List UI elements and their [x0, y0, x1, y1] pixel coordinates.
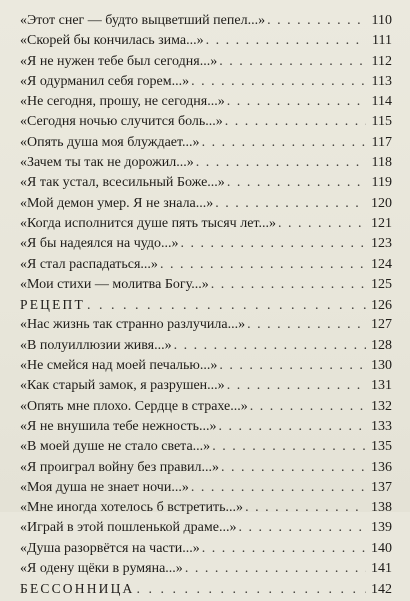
page-number: 121 — [371, 215, 392, 231]
dot-leader — [219, 52, 366, 72]
dot-leader — [219, 356, 366, 376]
page-number: 111 — [372, 33, 392, 49]
toc-entry — [20, 31, 392, 51]
poem-title: «Я не нужен тебе был сегодня...» — [20, 53, 218, 69]
poem-title: «Опять мне плохо. Сердце в страхе...» — [20, 398, 248, 414]
toc-entry — [20, 437, 392, 457]
page-number: 125 — [371, 276, 392, 292]
toc-entry — [20, 478, 392, 498]
page-number: 120 — [371, 195, 392, 211]
dot-leader — [227, 376, 366, 396]
page-number: 133 — [371, 418, 392, 434]
page-number: 128 — [371, 337, 392, 353]
poem-title: «Я стал распадаться...» — [20, 256, 158, 272]
section-title: БЕССОННИЦА — [20, 581, 135, 597]
page-number: 115 — [371, 114, 392, 130]
toc-entry — [20, 255, 392, 275]
dot-leader — [174, 336, 366, 356]
dot-leader — [219, 417, 366, 437]
page-number: 136 — [371, 459, 392, 475]
page-number: 114 — [371, 94, 392, 110]
poem-title: «Когда исполнится душе пять тысяч лет...» — [20, 215, 276, 231]
dot-leader — [211, 275, 366, 295]
poem-title: «Этот снег — будто выцветший пепел...» — [20, 13, 266, 28]
dot-leader — [225, 112, 366, 132]
poem-title: «В моей душе не стало света...» — [20, 439, 211, 455]
page-number: 123 — [371, 236, 392, 252]
page-number: 139 — [371, 520, 392, 536]
toc-section-heading — [20, 579, 392, 599]
page-number: 140 — [371, 540, 392, 556]
dot-leader — [202, 539, 366, 559]
poem-title: «В полуиллюзии живя...» — [20, 337, 172, 353]
poem-title: «Я так устал, всесильный Боже...» — [20, 175, 225, 191]
page-number: 138 — [371, 500, 392, 516]
dot-leader — [185, 559, 366, 579]
toc-entry — [20, 52, 392, 72]
page-number: 130 — [371, 358, 392, 374]
toc-entry — [20, 92, 392, 112]
page-number: 135 — [371, 439, 392, 455]
dot-leader — [215, 194, 366, 214]
page-number: 132 — [371, 398, 392, 414]
dot-leader — [137, 580, 366, 600]
toc-entry — [20, 153, 392, 173]
dot-leader — [221, 458, 366, 478]
dot-leader — [87, 296, 366, 316]
toc-entry — [20, 458, 392, 478]
page-number: 141 — [371, 561, 392, 577]
poem-title: «Как старый замок, я разрушен...» — [20, 378, 225, 394]
toc-entry — [20, 72, 392, 92]
toc-entry — [20, 214, 392, 234]
poem-title: «Не смейся над моей печалью...» — [20, 358, 218, 374]
poem-title: «Я одурманил себя горем...» — [20, 73, 190, 89]
toc-entry — [20, 112, 392, 132]
dot-leader — [202, 133, 366, 153]
page-number: 112 — [371, 53, 392, 69]
poem-title: «Моя душа не знает ночи...» — [20, 479, 189, 495]
poem-title: «Я не внушила тебе нежность...» — [20, 418, 217, 434]
toc-entry — [20, 194, 392, 214]
poem-title: «Не сегодня, прошу, не сегодня...» — [20, 94, 225, 110]
toc-entry — [20, 356, 392, 376]
page-number: 124 — [371, 256, 392, 272]
poem-title: «Я бы надеялся на чудо...» — [20, 236, 179, 252]
section-title: РЕЦЕПТ — [20, 297, 85, 313]
page-number: 126 — [371, 298, 392, 314]
page-number: 127 — [371, 317, 392, 333]
toc-section-heading — [20, 295, 392, 315]
toc-entry — [20, 275, 392, 295]
page-number: 119 — [371, 175, 392, 191]
poem-title: «Играй в этой пошленькой драме...» — [20, 520, 237, 536]
dot-leader — [247, 315, 366, 335]
dot-leader — [191, 72, 366, 92]
dot-leader — [245, 498, 366, 518]
poem-title: «Скорей бы кончилась зима...» — [20, 33, 204, 49]
toc-entry — [20, 133, 392, 153]
dot-leader — [227, 173, 366, 193]
page-number: 110 — [371, 13, 392, 28]
poem-title: «Зачем ты так не дорожил...» — [20, 155, 194, 171]
dot-leader — [180, 234, 366, 254]
dot-leader — [267, 11, 366, 31]
toc-entry — [20, 336, 392, 356]
toc-entry — [20, 397, 392, 417]
dot-leader — [250, 397, 366, 417]
page-number: 113 — [371, 73, 392, 89]
dot-leader — [206, 31, 366, 51]
dot-leader — [160, 255, 366, 275]
poem-title: «Мне иногда хотелось б встретить...» — [20, 500, 244, 516]
dot-leader — [191, 478, 366, 498]
toc-entry — [20, 11, 392, 31]
page-number: 117 — [371, 134, 392, 150]
poem-title: «Нас жизнь так странно разлучила...» — [20, 317, 246, 333]
page-number: 137 — [371, 479, 392, 495]
table-of-contents — [20, 11, 392, 600]
toc-entry — [20, 417, 392, 437]
dot-leader — [196, 153, 366, 173]
toc-entry — [20, 559, 392, 579]
poem-title: «Опять душа моя блуждает...» — [20, 134, 200, 150]
page-number: 131 — [371, 378, 392, 394]
poem-title: «Мой демон умер. Я не знала...» — [20, 195, 214, 211]
poem-title: «Мои стихи — молитва Богу...» — [20, 276, 209, 292]
poem-title: «Душа разорвётся на части...» — [20, 540, 200, 556]
dot-leader — [238, 518, 366, 538]
dot-leader — [278, 214, 366, 234]
toc-entry — [20, 539, 392, 559]
toc-entry — [20, 498, 392, 518]
toc-entry — [20, 173, 392, 193]
poem-title: «Я одену щёки в румяна...» — [20, 561, 183, 577]
poem-title: «Сегодня ночью случится боль...» — [20, 114, 223, 130]
dot-leader — [227, 92, 366, 112]
dot-leader — [212, 437, 366, 457]
poem-title: «Я проиграл войну без правил...» — [20, 459, 220, 475]
toc-entry — [20, 518, 392, 538]
toc-entry — [20, 315, 392, 335]
page-number: 142 — [371, 582, 392, 598]
toc-entry — [20, 234, 392, 254]
page-number: 118 — [371, 155, 392, 171]
toc-entry — [20, 376, 392, 396]
